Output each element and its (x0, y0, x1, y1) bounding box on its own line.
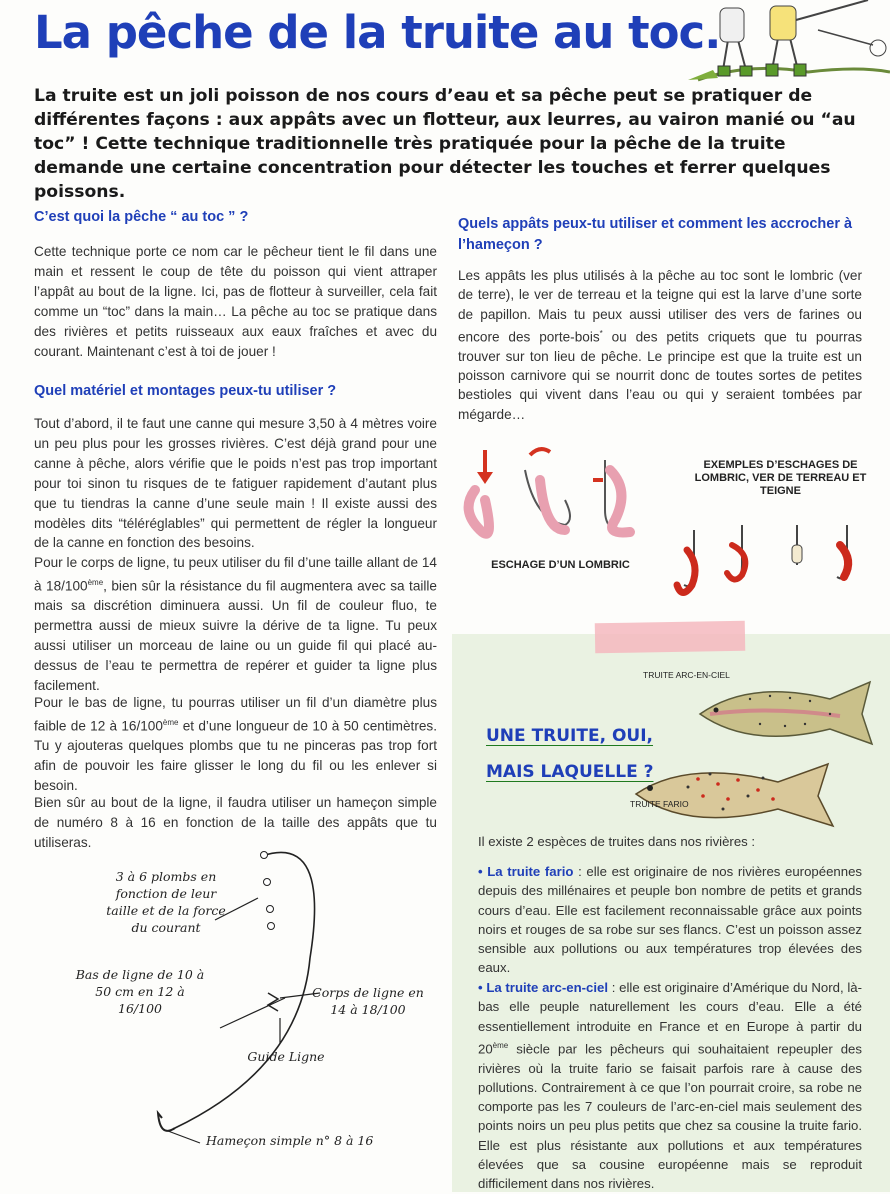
box-title-line1: UNE TRUITE, OUI, (486, 726, 654, 746)
paragraph-equipment-line (34, 553, 437, 696)
baits-text-a: Les appâts les plus utilisés à la pêche au toc sont le lombric (ver de terre), le ver de terreau et la teigne qui est la larve d’une sorte de papillon. Mais tu peux aussi utiliser des vers de farines ou encore des porte-bois (458, 268, 862, 345)
sinker-3 (267, 906, 274, 913)
hook (158, 1113, 175, 1131)
heading-equipment: Quel matériel et montages peux-tu utiliser ? (34, 383, 337, 399)
baits-text-b: ou des petits criquets que tu pourras trouver sur ton lieu de pêche. Le principe est que la truite est un poisson carnivore qui se nourrit donc de toutes sortes de petites bestioles qui vivent dans l’eau ou qui y seraient tombées par mégarde… (458, 329, 862, 422)
label-brown-trout: TRUITE FARIO (630, 799, 689, 809)
baiting-examples-illustration (672, 505, 872, 600)
label-sinkers: 3 à 6 plombs en fonction de leur taille et de la force du courant (106, 869, 226, 935)
paragraph-equipment-hook: Bien sûr au bout de la ligne, il faudra utiliser un hameçon simple de numéro 8 à 16 en fonction de la taille des appâts que tu utiliseras. (34, 795, 437, 850)
sinker-4 (268, 923, 275, 930)
leader-sup: ème (162, 717, 179, 727)
caption-worm-baiting: ESCHAGE D’UN LOMBRIC (491, 559, 630, 571)
line-text-a: Pour le corps de ligne, tu peux utiliser du fil d’une taille allant de 14 à 18/100 (34, 555, 437, 594)
rainbow-trout-illustration (690, 674, 880, 754)
line-text-b: , bien sûr la résistance du fil augmentera avec sa taille mais sa discrétion diminuera aussi. Un fil de couleur fluo, te permettra aussi de mieux suivre la dérive de ta ligne. Tu peux aussi utiliser un morceau de laine ou un guide fil qui placé au-dessus de l’eau te permettra de repérer et guider ta ligne plus facilement. (34, 578, 437, 693)
paragraph-what-is-toc: Cette technique porte ce nom car le pêcheur tient le fil dans une main et ressent le coup de tête du poisson qui vient attraper l’appât au bout de la ligne. Ici, pas de flotteur à surveiller, cela fait comme un “toc” dans la main… La pêche au toc se pratique dans des rivières et petits ruisseaux aux eaux fraîches et avec du courant. Maintenant c’est à toi de jouer ! (34, 244, 437, 359)
leader-text-a: Pour le bas de ligne, tu pourras utiliser un fil d’un diamètre plus faible de 12 à 16/100 (34, 695, 437, 734)
paragraph-equipment-rod: Tout d’abord, il te faut une canne qui mesure 3,50 à 4 mètres voire un peu plus pour les grosses rivières. C’est déjà grand pour une canne à pêche, alors vérifie que le poids n’est pas trop important pour toi sinon tu risques de te fatiguer rapidement d’autant plus que tu tiendras la canne d’une seule main ! Il existe aussi des modèles dits “téléréglables” qui permettent de régler la longueur de la canne en fonction des besoins. (34, 416, 437, 551)
label-hook: Hameçon simple n° 8 à 16 (206, 1133, 374, 1148)
brown-trout-name: • La truite fario (478, 864, 574, 879)
box-title (486, 718, 676, 790)
baits-sup: * (599, 328, 603, 338)
worm-baiting-illustration (455, 440, 655, 555)
rainbow-trout-text-b: siècle par les pêcheurs qui souhaitaient repeupler des rivières où la truite fario se faisait parfois rare à cause des pollutions. Contrairement à ce que l’on pourrait croire, sa robe ne comporte pas les 7 couleurs de l’arc-en-ciel mais seulement des points noirs un peu plus petits que chez sa cousine la truite fario. Elle est plus résistante aux pollutions et aux températures élevées que sa cousine européenne mais se reproduit difficilement dans nos rivières. (478, 1041, 862, 1192)
brown-trout-text: : elle est originaire de nos rivières européennes depuis des millénaires et peuple bon nombre de petits et grands cours d’eau. Elle est facilement reconnaissable grâce aux points noirs et rouges de sa robe sur ses flancs. C’est un poisson assez sensible aux pollutions ou aux températures trop élevées des eaux. (478, 864, 863, 976)
box-intro: Il existe 2 espèces de truites dans nos rivières : (478, 834, 756, 849)
rainbow-trout-text-a: : elle est originaire d’Amérique du Nord, là-bas elle peuple naturellement les cours d’eau. Elle a été essentiellement introduite en France et en Europe à partir du 20 (478, 980, 862, 1057)
intro-paragraph: La truite est un joli poisson de nos cours d’eau et sa pêche peut se pratiquer de différentes façons : aux appâts avec un flotteur, aux leurres, au vairon manié ou “au toc” ! Cette technique traditionnelle très pratiquée pour la pêche de la truite demande une certaine concentration pour détecter les touches et ferrer quelques poissons. (34, 86, 856, 202)
label-mainline: Corps de ligne en 14 à 18/100 (312, 985, 424, 1017)
rainbow-trout-name: • La truite arc-en-ciel (478, 980, 609, 995)
box-brown-trout-paragraph (478, 862, 862, 978)
line-sup: ème (87, 577, 104, 587)
page-title: La pêche de la truite au toc. (34, 6, 721, 59)
box-title-line2: MAIS LAQUELLE ? (486, 762, 654, 782)
rainbow-trout-sup: ème (492, 1040, 509, 1050)
paragraph-equipment-leader (34, 693, 437, 796)
label-guide: Guide Ligne (247, 1049, 325, 1064)
heading-what-is-toc: C’est quoi la pêche “ au toc ” ? (34, 209, 249, 225)
paragraph-baits (458, 266, 862, 424)
label-leader: Bas de ligne de 10 à 50 cm en 12 à 16/100 (75, 967, 205, 1016)
tape-decoration (595, 621, 746, 654)
sinker-2 (264, 879, 271, 886)
heading-baits: Quels appâts peux-tu utiliser et comment les accrocher à l’hameçon ? (458, 216, 853, 253)
label-rainbow-trout: TRUITE ARC-EN-CIEL (643, 670, 730, 680)
caption-baiting-examples: EXEMPLES D’ESCHAGES DE LOMBRIC, VER DE TERREAU ET TEIGNE (694, 459, 867, 497)
box-rainbow-trout-paragraph (478, 978, 862, 1194)
leader-text-b: et d’une longueur de 10 à 50 centimètres. Tu y ajouteras quelques plombs que tu ne pinceras pas trop fort afin de pouvoir les faire glisser le long du fil ou les enlever si besoin. (34, 718, 437, 794)
sinker-1 (261, 852, 268, 859)
hikers-illustration (668, 0, 890, 82)
